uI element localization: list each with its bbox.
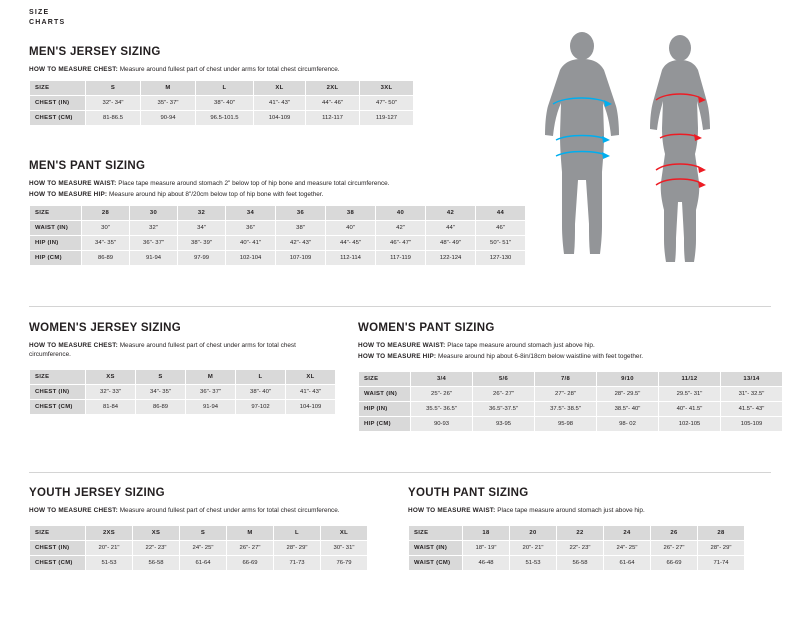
cell: 29.5"- 31"	[659, 387, 721, 402]
table-row	[30, 111, 414, 126]
howto-label: HOW TO MEASURE HIP:	[29, 191, 108, 199]
howto-line	[358, 352, 748, 361]
female-body-diagram	[650, 35, 710, 262]
cell: 36.5"-37.5"	[473, 402, 535, 417]
col-header: SIZE	[30, 81, 86, 96]
cell: 46"- 47"	[376, 236, 426, 251]
cell: 71-74	[698, 556, 745, 571]
male-body-diagram	[545, 32, 619, 254]
cell: 35.5"- 36.5"	[411, 402, 473, 417]
cell: 28"- 29"	[274, 541, 321, 556]
col-header: 26	[651, 526, 698, 541]
col-header: XL	[321, 526, 368, 541]
cell: 102-104	[226, 251, 276, 266]
table-row	[30, 385, 336, 400]
cell: 44"- 46"	[306, 96, 360, 111]
section-womens-jersey	[29, 322, 336, 415]
row-label: WAIST (CM)	[409, 556, 463, 571]
size-table-mens-jersey	[29, 80, 414, 126]
cell: 30"- 31"	[321, 541, 368, 556]
table-header-row	[359, 372, 783, 387]
cell: 34"- 35"	[136, 385, 186, 400]
cell: 40"	[326, 221, 376, 236]
cell: 38"- 40"	[236, 385, 286, 400]
table-header-row	[30, 370, 336, 385]
cell: 107-109	[276, 251, 326, 266]
section-title: MEN'S JERSEY SIZING	[29, 46, 161, 58]
cell: 38"	[276, 221, 326, 236]
col-header: S	[136, 370, 186, 385]
row-label: CHEST (IN)	[30, 96, 86, 111]
col-header: 30	[130, 206, 178, 221]
page-title-line2: CHARTS	[29, 19, 66, 26]
col-header: 7/8	[535, 372, 597, 387]
row-label: CHEST (CM)	[30, 111, 86, 126]
size-table-youth-jersey	[29, 525, 368, 571]
col-header: XS	[133, 526, 180, 541]
cell: 95-98	[535, 417, 597, 432]
howto-label: HOW TO MEASURE CHEST:	[29, 507, 118, 514]
divider	[29, 472, 771, 473]
howto-text: Measure around hip about 6-8in/18cm below waistline with feet together.	[436, 353, 644, 361]
cell: 102-105	[659, 417, 721, 432]
cell: 90-93	[411, 417, 473, 432]
col-header: 13/14	[721, 372, 783, 387]
table-row	[409, 541, 745, 556]
col-header: SIZE	[30, 370, 86, 385]
howto-label: HOW TO MEASURE HIP:	[358, 353, 437, 361]
cell: 81-86.5	[86, 111, 141, 126]
cell: 61-64	[180, 556, 227, 571]
cell: 24"- 25"	[180, 541, 227, 556]
cell: 117-119	[376, 251, 426, 266]
section-title: YOUTH JERSEY SIZING	[29, 487, 165, 499]
cell: 36"- 37"	[186, 385, 236, 400]
howto-text: Place tape measure around stomach just above hip.	[495, 507, 645, 514]
howto-text: Measure around fullest part of chest under arms for total chest circumference.	[117, 66, 340, 73]
cell: 122-124	[426, 251, 476, 266]
col-header: XS	[86, 370, 136, 385]
cell: 34"	[178, 221, 226, 236]
row-label: HIP (CM)	[30, 251, 82, 266]
row-label: WAIST (IN)	[409, 541, 463, 556]
row-label: CHEST (CM)	[30, 556, 86, 571]
col-header: S	[86, 81, 141, 96]
cell: 97-102	[236, 400, 286, 415]
section-title: WOMEN'S JERSEY SIZING	[29, 322, 181, 334]
table-row	[30, 556, 368, 571]
cell: 66-69	[227, 556, 274, 571]
table-row	[409, 556, 745, 571]
cell: 25"- 26"	[411, 387, 473, 402]
cell: 90-94	[141, 111, 196, 126]
row-label: WAIST (IN)	[359, 387, 411, 402]
cell: 86-89	[82, 251, 130, 266]
cell: 104-109	[286, 400, 336, 415]
col-header: 9/10	[597, 372, 659, 387]
section-mens-jersey	[29, 46, 414, 126]
col-header: 42	[426, 206, 476, 221]
cell: 28"- 29"	[698, 541, 745, 556]
howto-label: HOW TO MEASURE WAIST:	[408, 507, 496, 514]
cell: 31"- 32.5"	[721, 387, 783, 402]
cell: 41"- 43"	[286, 385, 336, 400]
cell: 91-94	[186, 400, 236, 415]
divider	[29, 306, 771, 307]
cell: 22"- 23"	[557, 541, 604, 556]
row-label: CHEST (CM)	[30, 400, 86, 415]
cell: 96.5-101.5	[196, 111, 254, 126]
size-table-youth-pant	[408, 525, 745, 571]
cell: 61-64	[604, 556, 651, 571]
table-row	[359, 387, 783, 402]
col-header: SIZE	[30, 206, 82, 221]
table-row	[359, 417, 783, 432]
cell: 18"- 19"	[463, 541, 510, 556]
cell: 46-48	[463, 556, 510, 571]
cell: 76-79	[321, 556, 368, 571]
table-header-row	[30, 81, 414, 96]
cell: 93-95	[473, 417, 535, 432]
howto-label: HOW TO MEASURE WAIST:	[29, 180, 117, 187]
col-header: 11/12	[659, 372, 721, 387]
cell: 86-89	[136, 400, 186, 415]
cell: 71-73	[274, 556, 321, 571]
col-header: 2XL	[306, 81, 360, 96]
table-row	[30, 221, 526, 236]
cell: 20"- 21"	[86, 541, 133, 556]
howto-line	[29, 341, 309, 359]
cell: 91-94	[130, 251, 178, 266]
cell: 26"- 27"	[227, 541, 274, 556]
table-row	[30, 400, 336, 415]
howto-line	[358, 341, 748, 350]
howto-line	[29, 506, 359, 515]
col-header: 3XL	[360, 81, 414, 96]
row-label: HIP (CM)	[359, 417, 411, 432]
cell: 26"- 27"	[651, 541, 698, 556]
cell: 35"- 37"	[141, 96, 196, 111]
body-diagrams	[520, 30, 780, 280]
cell: 27"- 28"	[535, 387, 597, 402]
row-label: CHEST (IN)	[30, 385, 86, 400]
col-header: L	[274, 526, 321, 541]
cell: 44"- 45"	[326, 236, 376, 251]
table-header-row	[30, 526, 368, 541]
col-header: 24	[604, 526, 651, 541]
cell: 98- 02	[597, 417, 659, 432]
cell: 34"- 35"	[82, 236, 130, 251]
col-header: 34	[226, 206, 276, 221]
page-title-line1: SIZE	[29, 9, 50, 16]
row-label: WAIST (IN)	[30, 221, 82, 236]
col-header: L	[196, 81, 254, 96]
howto-text: Measure around fullest part of chest under arms for total chest circumference.	[29, 342, 296, 359]
cell: 41"- 43"	[254, 96, 306, 111]
col-header: S	[180, 526, 227, 541]
cell: 32"	[130, 221, 178, 236]
section-mens-pant	[29, 160, 526, 266]
cell: 105-109	[721, 417, 783, 432]
table-row	[30, 236, 526, 251]
col-header: 44	[476, 206, 526, 221]
howto-label: HOW TO MEASURE CHEST:	[29, 342, 118, 349]
howto-text: Measure around hip about 8"/20cm below top of hip bone with feet together.	[107, 191, 324, 199]
cell: 56-58	[557, 556, 604, 571]
col-header: L	[236, 370, 286, 385]
cell: 32"- 34"	[86, 96, 141, 111]
cell: 127-130	[476, 251, 526, 266]
page-title	[29, 8, 65, 28]
cell: 22"- 23"	[133, 541, 180, 556]
cell: 38"- 39"	[178, 236, 226, 251]
col-header: SIZE	[30, 526, 86, 541]
cell: 48"- 49"	[426, 236, 476, 251]
size-table-womens-jersey	[29, 369, 336, 415]
cell: 37.5"- 38.5"	[535, 402, 597, 417]
col-header: M	[227, 526, 274, 541]
cell: 42"- 43"	[276, 236, 326, 251]
howto-text: Place tape measure around stomach 2" below top of hip bone and measure total circumference.	[116, 180, 390, 187]
col-header: 22	[557, 526, 604, 541]
cell: 41.5"- 43"	[721, 402, 783, 417]
howto-line	[29, 179, 509, 188]
section-youth-pant	[408, 487, 745, 571]
cell: 26"- 27"	[473, 387, 535, 402]
row-label: CHEST (IN)	[30, 541, 86, 556]
cell: 97-99	[178, 251, 226, 266]
cell: 40"- 41.5"	[659, 402, 721, 417]
col-header: M	[186, 370, 236, 385]
section-title: YOUTH PANT SIZING	[408, 487, 529, 499]
table-row	[30, 541, 368, 556]
body-diagram-svg	[520, 30, 780, 280]
howto-line	[29, 65, 414, 74]
howto-label: HOW TO MEASURE CHEST:	[29, 66, 118, 73]
cell: 36"	[226, 221, 276, 236]
row-label: HIP (IN)	[30, 236, 82, 251]
col-header: XL	[286, 370, 336, 385]
col-header: 40	[376, 206, 426, 221]
cell: 51-53	[86, 556, 133, 571]
section-title: MEN'S PANT SIZING	[29, 160, 146, 172]
cell: 112-114	[326, 251, 376, 266]
col-header: 28	[698, 526, 745, 541]
cell: 66-69	[651, 556, 698, 571]
col-header: 32	[178, 206, 226, 221]
cell: 36"- 37"	[130, 236, 178, 251]
section-womens-pant	[358, 322, 783, 432]
cell: 119-127	[360, 111, 414, 126]
howto-text: Measure around fullest part of chest under arms for total chest circumference.	[117, 507, 340, 514]
col-header: 3/4	[411, 372, 473, 387]
col-header: SIZE	[359, 372, 411, 387]
section-title: WOMEN'S PANT SIZING	[358, 322, 495, 334]
cell: 50"- 51"	[476, 236, 526, 251]
size-table-mens-pant	[29, 205, 526, 266]
cell: 104-109	[254, 111, 306, 126]
cell: 44"	[426, 221, 476, 236]
howto-line	[29, 190, 509, 199]
cell: 38.5"- 40"	[597, 402, 659, 417]
col-header: SIZE	[409, 526, 463, 541]
cell: 24"- 25"	[604, 541, 651, 556]
col-header: 5/6	[473, 372, 535, 387]
cell: 81-84	[86, 400, 136, 415]
howto-line	[408, 506, 738, 515]
cell: 42"	[376, 221, 426, 236]
table-row	[359, 402, 783, 417]
cell: 56-58	[133, 556, 180, 571]
cell: 32"- 33"	[86, 385, 136, 400]
row-label: HIP (IN)	[359, 402, 411, 417]
cell: 47"- 50"	[360, 96, 414, 111]
col-header: 28	[82, 206, 130, 221]
col-header: 36	[276, 206, 326, 221]
col-header: XL	[254, 81, 306, 96]
col-header: 20	[510, 526, 557, 541]
table-header-row	[409, 526, 745, 541]
cell: 28"- 29.5"	[597, 387, 659, 402]
howto-label: HOW TO MEASURE WAIST:	[358, 342, 446, 349]
size-table-womens-pant	[358, 371, 783, 432]
col-header: 2XS	[86, 526, 133, 541]
col-header: 38	[326, 206, 376, 221]
cell: 20"- 21"	[510, 541, 557, 556]
col-header: 18	[463, 526, 510, 541]
cell: 51-53	[510, 556, 557, 571]
howto-text: Place tape measure around stomach just above hip.	[445, 342, 595, 349]
table-row	[30, 96, 414, 111]
cell: 38"- 40"	[196, 96, 254, 111]
cell: 40"- 41"	[226, 236, 276, 251]
col-header: M	[141, 81, 196, 96]
cell: 46"	[476, 221, 526, 236]
table-row	[30, 251, 526, 266]
table-header-row	[30, 206, 526, 221]
cell: 112-117	[306, 111, 360, 126]
cell: 30"	[82, 221, 130, 236]
section-youth-jersey	[29, 487, 368, 571]
